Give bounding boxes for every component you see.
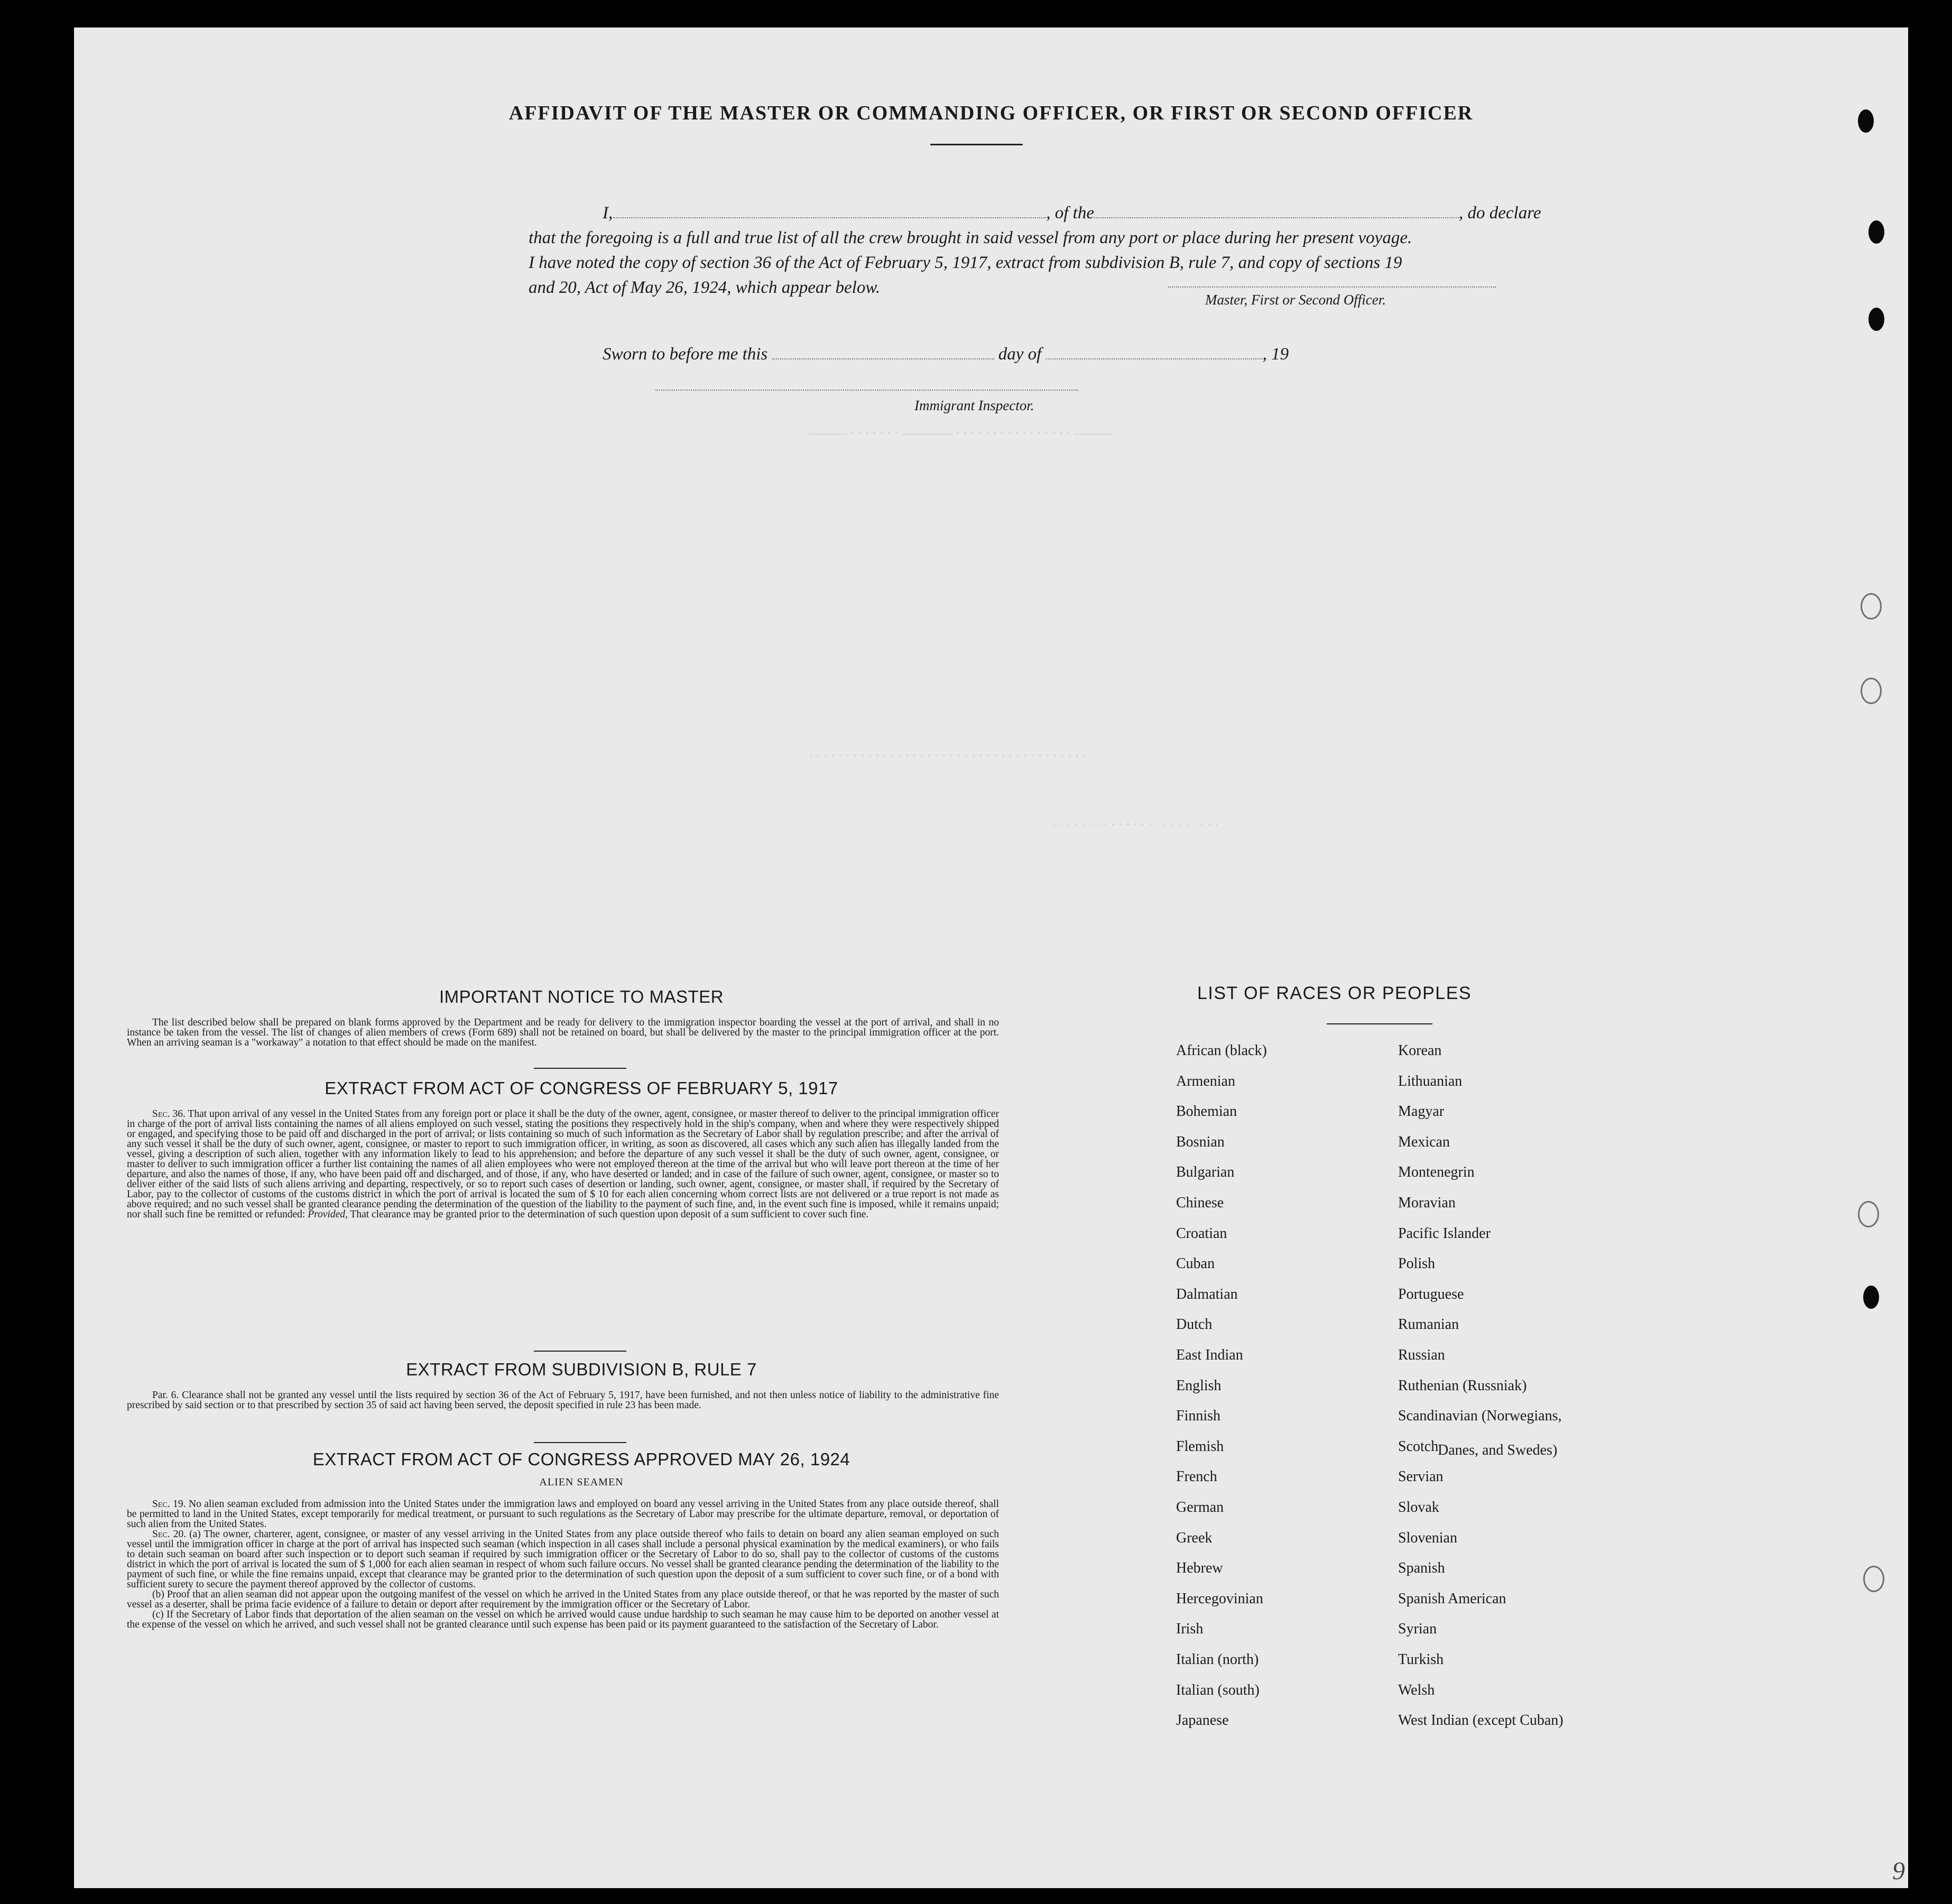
punch-hole	[1868, 308, 1884, 331]
affidavit-declare: , do declare	[1458, 204, 1541, 223]
race-item: German	[1176, 1499, 1224, 1515]
race-item: Spanish American	[1398, 1590, 1506, 1607]
rule7-title: EXTRACT FROM SUBDIVISION B, RULE 7	[406, 1360, 757, 1379]
race-item: Mexican	[1398, 1133, 1450, 1150]
race-item: Montenegrin	[1398, 1164, 1475, 1181]
race-item: Turkish	[1398, 1651, 1444, 1668]
day-of-text: day of	[998, 345, 1042, 364]
race-item: Polish	[1398, 1255, 1436, 1272]
race-item: Slovenian	[1398, 1529, 1457, 1546]
race-item: Pacific Islander	[1398, 1225, 1491, 1242]
extract-1917-body	[127, 1109, 999, 1219]
affidavit-body	[529, 201, 1541, 300]
races-title-rule	[1327, 1023, 1432, 1024]
section-rule	[534, 1442, 626, 1443]
year-prefix: , 19	[1262, 345, 1289, 364]
race-item: Rumanian	[1398, 1316, 1459, 1333]
punch-hole	[1863, 1566, 1884, 1592]
affidavit-line2: that the foregoing is a full and true list of all the crew brought in said vessel from any port or place during her present voyage.	[529, 228, 1412, 247]
notice-text: The list described below shall be prepared on blank forms approved by the Department and be ready for delivery to the immigration inspector boarding the vessel at the port of arrival, and shall in no instance be taken from the vessel. The list of changes of alien members of crews (Form 689) shall not be retained on board, but shall be delivered by the master to the principal immigration officer at the port. When an arriving seaman is a "workaway" a notation to that effect should be made on the manifest.	[127, 1017, 999, 1048]
sec-label: Sec.	[152, 1108, 170, 1120]
vessel-field[interactable]	[1094, 217, 1459, 218]
race-item: African (black)	[1176, 1042, 1267, 1059]
sworn-text: Sworn to before me this	[603, 345, 768, 364]
extract-1917-title: EXTRACT FROM ACT OF CONGRESS OF FEBRUARY 5, 1917	[325, 1078, 838, 1098]
punch-hole	[1863, 1286, 1879, 1309]
bleed-through: · · · · · · · · · · · · · · · · · · · · · · ·	[1052, 818, 1219, 831]
sworn-month-field[interactable]	[1046, 358, 1263, 359]
race-item: Armenian	[1176, 1073, 1235, 1089]
affidavit-line4: and 20, Act of May 26, 1924, which appear below.	[529, 278, 881, 297]
race-item: Hercegovinian	[1176, 1590, 1263, 1607]
race-item: Finnish	[1176, 1408, 1221, 1425]
race-item: Danes, and Swedes)	[1438, 1442, 1558, 1458]
affidavit-title: AFFIDAVIT OF THE MASTER OR COMMANDING OFFICER, OR FIRST OR SECOND OFFICER	[508, 102, 1474, 124]
race-item: Hebrew	[1176, 1560, 1223, 1577]
punch-hole	[1868, 220, 1884, 244]
sworn-day-field[interactable]	[772, 358, 994, 359]
sec20-label: Sec.	[152, 1529, 170, 1540]
race-item: Servian	[1398, 1468, 1444, 1485]
race-item: Italian (north)	[1176, 1651, 1259, 1668]
form-page	[74, 27, 1908, 1888]
race-item: Welsh	[1398, 1681, 1435, 1698]
race-item: Ruthenian (Russniak)	[1398, 1377, 1527, 1394]
race-item: Scandinavian (Norwegians,	[1398, 1408, 1562, 1425]
race-item: West Indian (except Cuban)	[1398, 1712, 1564, 1729]
signature-label: Master, First or Second Officer.	[1205, 292, 1386, 308]
race-item: Portuguese	[1398, 1286, 1464, 1302]
race-item: Irish	[1176, 1621, 1204, 1638]
sec19-label: Sec.	[152, 1499, 170, 1510]
punch-hole	[1861, 593, 1882, 620]
rule7-body	[127, 1390, 999, 1410]
race-item: English	[1176, 1377, 1222, 1394]
sec19-text: 19. No alien seaman excluded from admission into the United States under the immigration laws and employed on board any vessel arriving in the United States from any place outside thereof, shall be permitted to land in the United States, except temporarily for medical treatment, or pursuant to such regulations as the Secretary of Labor may prescribe for the ultimate departure, removal, or deportation of such alien from the United States.	[127, 1499, 1000, 1530]
extract-1924-body	[127, 1499, 999, 1630]
punch-hole	[1858, 1201, 1879, 1227]
race-item: Slovak	[1398, 1499, 1439, 1515]
race-item: Dalmatian	[1176, 1286, 1238, 1302]
rule7-text: Par. 6. Clearance shall not be granted any vessel until the lists required by section 36 of the Act of February 5, 1917, have been furnished, and not then unless notice of liability to the administrative fine prescribed by said section or to that prescribed by section 35 of said act having been served, the deposit specified in rule 23 has been made.	[127, 1390, 999, 1411]
signature-line[interactable]	[1168, 286, 1496, 288]
race-item: Cuban	[1176, 1255, 1215, 1272]
race-item: Magyar	[1398, 1103, 1445, 1120]
race-item: Dutch	[1176, 1316, 1213, 1333]
bleed-through: · · · · · · · · · · · · · · · · · · · · · · · · · · · · · · · · · · · · · ·	[809, 749, 1087, 763]
race-item: Syrian	[1398, 1621, 1437, 1638]
affidavit-i: I,	[603, 204, 613, 223]
race-item: Bulgarian	[1176, 1164, 1235, 1181]
race-item: Bosnian	[1176, 1133, 1225, 1150]
race-item: Greek	[1176, 1529, 1213, 1546]
race-item: Chinese	[1176, 1195, 1224, 1211]
affidavit-line3: I have noted the copy of section 36 of the Act of February 5, 1917, extract from subdivision B, rule 7, and copy of sections 19	[529, 253, 1402, 272]
sec20c-text: (c) If the Secretary of Labor finds that deportation of the alien seaman on the vessel on which he arrived would cause undue hardship to such seaman he may cause him to be deported on another vessel at the expense of the vessel on which he arrived, and such vessel shall not be granted clearance until such expense has been paid or its payment guaranteed to the satisfaction of the Secretary of Labor.	[127, 1609, 999, 1630]
notice-title: IMPORTANT NOTICE TO MASTER	[439, 987, 724, 1006]
inspector-signature-line[interactable]	[655, 390, 1078, 391]
punch-hole	[1861, 678, 1882, 704]
bleed-through: ——— · · · · · · · ———— · · · · · · · · · · · · · · · · ———	[809, 427, 1112, 440]
name-field[interactable]	[613, 217, 1046, 218]
race-item: Russian	[1398, 1347, 1445, 1363]
sec36-end: That clearance may be granted prior to the determination of such question upon deposit of a sum sufficient to cover such fine.	[350, 1209, 869, 1220]
extract-1924-title: EXTRACT FROM ACT OF CONGRESS APPROVED MAY 26, 1924	[312, 1449, 850, 1469]
race-item: Lithuanian	[1398, 1073, 1463, 1089]
race-item: Moravian	[1398, 1195, 1456, 1211]
affidavit-of-the: , of the	[1046, 204, 1094, 223]
provided-text: Provided,	[308, 1209, 348, 1220]
race-item: Korean	[1398, 1042, 1442, 1059]
race-item: East Indian	[1176, 1347, 1243, 1363]
sec36-text: 36. That upon arrival of any vessel in the United States from any foreign port or place it shall be the duty of the owner, agent, consignee, or master thereof to deliver to the principal immigration officer in charge of the port of arrival lists containing the names of all aliens employed on such vessel, stating the positions they respectively hold in the ship's company, when and where they were respectively shipped or engaged, and specifying those to be paid off and discharged in the port of arrival; or lists containing so much of such information as the Secretary of Labor shall by regulation prescribe; and after the arrival of any such vessel it shall be the duty of such owner, agent, consignee, or master to report to such immigration officer, in writing, as soon as discovered, all cases which any such alien has illegally landed from the vessel, giving a description of such alien, together with any information likely to lead to his apprehension; and before the departure of any such vessel it shall be the duty of such owner, agent, consignee, or master to deliver to such immigration officer a further list containing the names of all alien employees who were not employed thereon at the time of the arrival but who will leave port thereon at the time of her departure, and also the names of those, if any, who have been paid off and discharged, and of those, if any, who have deserted or landed; and in case of the failure of such owner, agent, consignee, or master so to deliver either of the said lists of such aliens arriving and departing, respectively, or so to report such cases of desertion or landing, such owner, agent, consignee, or master shall, if required by the Secretary of Labor, pay to the collector of customs of the customs district in which the port of arrival is located the sum of $ 10 for each alien concerning whom correct lists are not delivered or a true report is not made as above required; and no such vessel shall be granted clearance pending the determination of the question of the liability to the payment of such fine, and, in the event such fine is imposed, while it remains unpaid; nor shall such fine be remitted or refunded:	[127, 1108, 1000, 1220]
alien-seamen-subtitle: ALIEN SEAMEN	[539, 1476, 624, 1488]
notice-body	[127, 1018, 999, 1048]
race-item: Italian (south)	[1176, 1681, 1260, 1698]
race-item: French	[1176, 1468, 1217, 1485]
race-item: Japanese	[1176, 1712, 1229, 1729]
races-title: LIST OF RACES OR PEOPLES	[1197, 983, 1472, 1003]
sworn-line	[529, 342, 1289, 367]
section-rule	[534, 1068, 626, 1069]
title-rule	[930, 144, 1023, 145]
race-item: Scotch	[1398, 1438, 1439, 1455]
sec20a-text: 20. (a) The owner, charterer, agent, consignee, or master of any vessel arriving in the United States from any place outside thereof who fails to detain on board any alien seaman employed on such vessel until the immigration officer in charge at the port of arrival has inspected such seaman (which inspection in all cases shall include a personal physical examination by the medical examiners), or who fails to detain such seaman on board after such inspection or to deport such seaman if required by such immigration officer or the Secretary of Labor to do so, shall pay to the collector of customs of the customs district in which the port of arrival is located the sum of $ 1,000 for each alien seaman in respect of whom such failure occurs. No vessel shall be granted clearance pending the determination of the liability to the payment of such fine, or while the fine remains unpaid, except that clearance may be granted prior to the determination of such question upon the deposit of a sum sufficient to cover such fine, or of a bond with sufficient surety to secure the payment thereof approved by the collector of customs.	[127, 1529, 1000, 1590]
race-item: Bohemian	[1176, 1103, 1237, 1120]
inspector-label: Immigrant Inspector.	[914, 398, 1034, 413]
sec20b-text: (b) Proof that an alien seaman did not appear upon the outgoing manifest of the vessel on which he arrived in the United States from any place outside thereof, or that he was reported by the master of such vessel as a deserter, shall be prima facie evidence of a failure to detain or deport after requirement by the immigration officer or the Secretary of Labor.	[127, 1589, 999, 1610]
race-item: Flemish	[1176, 1438, 1224, 1455]
handwritten-page-number: 9	[1892, 1857, 1905, 1885]
race-item: Spanish	[1398, 1560, 1445, 1577]
race-item: Croatian	[1176, 1225, 1227, 1242]
section-rule	[534, 1351, 626, 1352]
